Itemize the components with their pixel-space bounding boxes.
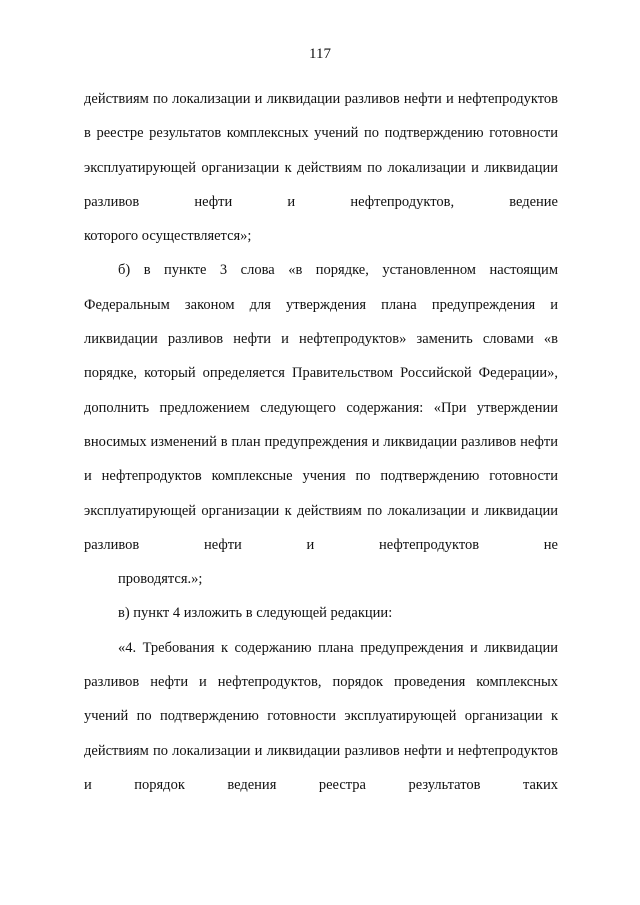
paragraph-text: действиям по локализации и ликвидации разливов нефти и нефтепродуктов в реестре результатов комплексных учений по подтверждению готовности эксплуатирующей организации к действиям по локализации и ликвидации разливов нефти и нефтепродуктов, ведение bbox=[84, 91, 558, 210]
paragraph-text: б) в пункте 3 слова «в порядке, установленном настоящим Федеральным законом для утверждения плана предупреждения и ликвидации разливов нефти и нефтепродуктов» заменить словами «в порядке, который определяется Правительством Российской Федерации», дополнить предложением следующего содержания: «При утверждении вносимых изменений в план предупреждения и ликвидации разливов нефти и нефтепродуктов комплексные учения по подтверждению готовности эксплуатирующей организации к действиям по локализации и ликвидации разливов нефти и нефтепродуктов не bbox=[84, 262, 558, 553]
paragraph-last-line: проводятся.»; bbox=[118, 571, 203, 588]
document-body bbox=[84, 82, 558, 802]
paragraph-last-line: которого осуществляется»; bbox=[84, 228, 252, 245]
paragraph-item-b bbox=[84, 253, 558, 596]
page-number: 117 bbox=[309, 46, 331, 62]
paragraph-continuation bbox=[84, 82, 558, 253]
paragraph-quoted-item-4: «4. Требования к содержанию плана предупреждения и ликвидации разливов нефти и нефтепродуктов, порядок проведения комплексных учений по подтверждению готовности эксплуатирующей организации к действиям по локализации и ликвидации разливов нефти и нефтепродуктов и порядок ведения реестра результатов таких bbox=[84, 639, 558, 793]
paragraph-item-v: в) пункт 4 изложить в следующей редакции: bbox=[118, 605, 393, 622]
